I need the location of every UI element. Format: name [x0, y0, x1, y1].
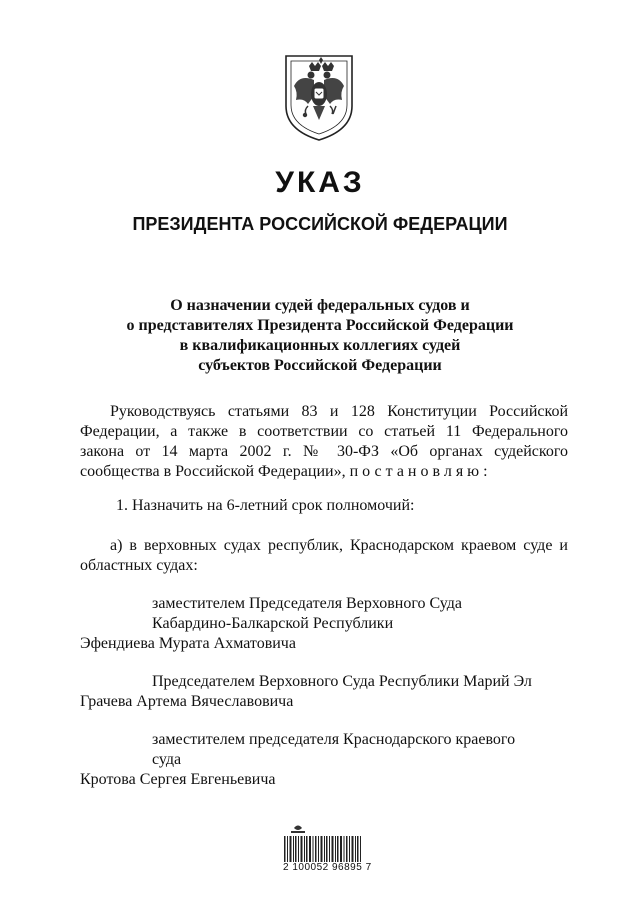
- decree-heading: [60, 296, 580, 376]
- appointee-name: Грачева Артема Вячеславовича: [80, 693, 294, 710]
- document-subtitle: ПРЕЗИДЕНТА РОССИЙСКОЙ ФЕДЕРАЦИИ: [132, 214, 508, 234]
- document-title: УКАЗ: [275, 166, 365, 199]
- state-emblem-icon: [278, 48, 360, 143]
- preamble-paragraph: [80, 402, 568, 482]
- barcode-logo-icon: [291, 826, 305, 834]
- preamble-line: Руководствуясь статьями 83 и 128 Конституции Российской: [110, 403, 568, 420]
- appointee-name: Кротова Сергея Евгеньевича: [80, 771, 276, 788]
- subitem-a: [80, 536, 568, 576]
- postanovlyayu-word: постановляю:: [349, 463, 492, 480]
- preamble-line-text: сообщества в Российской Федерации»,: [80, 463, 346, 480]
- barcode-bars-icon: [284, 836, 361, 862]
- preamble-last-line: [80, 462, 568, 482]
- preamble-line: Федерации, а также в соответствии со статьей 11 Федерального: [80, 423, 568, 440]
- barcode: [280, 822, 370, 882]
- heading-line: в квалификационных коллегиях судей: [179, 337, 461, 354]
- heading-line: О назначении судей федеральных судов и: [170, 297, 470, 314]
- appointment-position: Председателем Верховного Суда Республики Марий Эл: [152, 673, 532, 690]
- subitem-a-line: а) в верховных судах республик, Краснодарском краевом суде и: [110, 537, 568, 554]
- subitem-a-line: областных судах:: [80, 557, 198, 574]
- appointment-position: заместителем председателя Краснодарского краевого: [152, 731, 516, 748]
- appointment-position: заместителем Председателя Верховного Суда: [152, 595, 462, 612]
- heading-line: о представителях Президента Российской Федерации: [126, 317, 514, 334]
- heading-line: субъектов Российской Федерации: [198, 357, 442, 374]
- preamble-line: закона от 14 марта 2002 г. № 30-ФЗ «Об органах судейского: [80, 443, 568, 460]
- item-1: 1. Назначить на 6-летний срок полномочий:: [116, 497, 415, 514]
- appointee-name: Эфендиева Мурата Ахматовича: [80, 635, 296, 652]
- appointment-position: суда: [152, 751, 182, 768]
- barcode-number: 2 100052 96895 7: [283, 862, 372, 873]
- appointment-position: Кабардино-Балкарской Республики: [152, 615, 394, 632]
